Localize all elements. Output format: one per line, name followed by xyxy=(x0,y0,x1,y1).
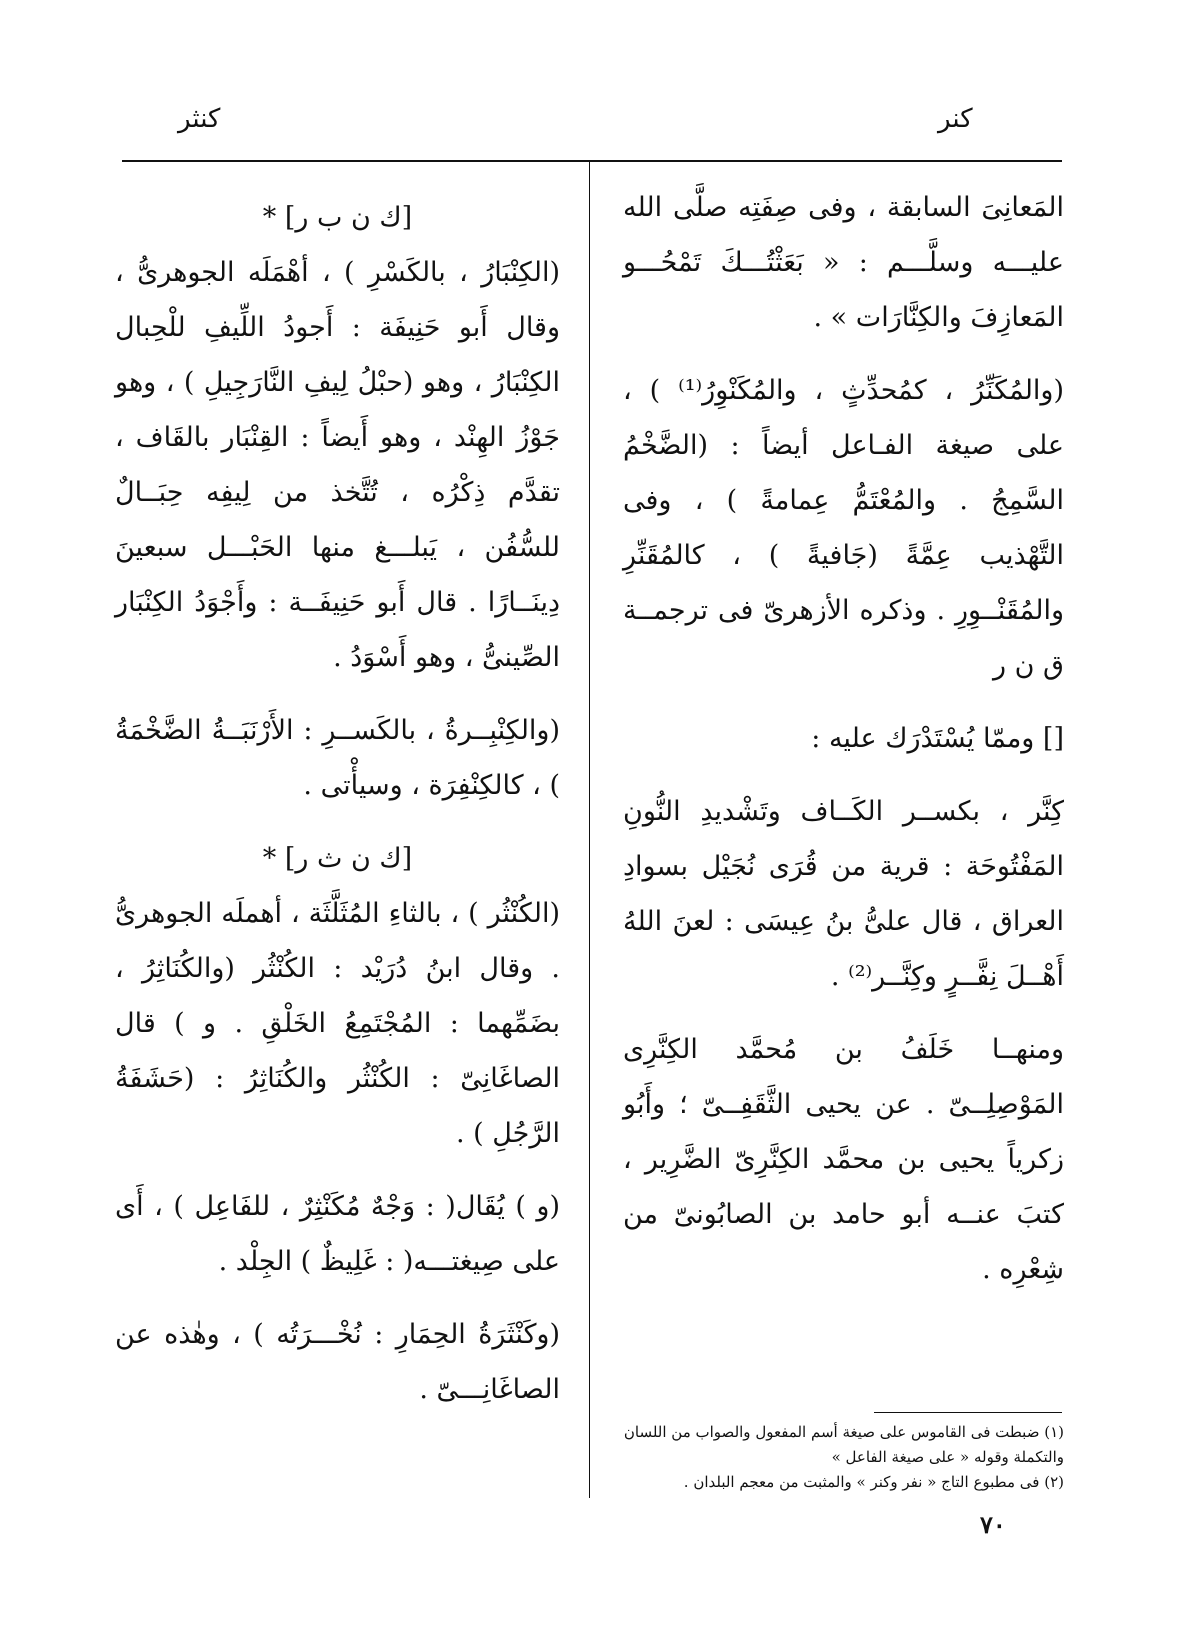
entry-heading: [ك ن ب ر] * xyxy=(262,202,413,233)
paragraph: (الكِنْبَارُ ، بالكَسْرِ ) ، أهْمَلَه الجوهرىُّ ، وقال أَبو حَنِيفَة : أَجودُ اللِّيفِ للْحِبال الكِنْبَارُ ، وهو (حبْلُ لِيفِ النَّارَجِيلِ ) ، وهو جَوْزُ الهِنْد ، وهو أَيضاً : القِنْبَار بالقَاف ، تقدَّم ذِكْرُه ، تُتَّخذ من لِيفِه حِبَــالٌ للسُّفُن ، يَبلـــغ منها الحَبْـــل سبعينَ دِينَــارًا . قال أَبو حَنِيفَــة : وأَجْوَدُ الكِنْبَار الصِّينىُّ ، وهو أَسْوَدُ . xyxy=(115,257,560,673)
paragraph: (والكِنْبِــرةُ ، بالكَســرِ : الأَرْنَبَــةُ الضَّخْمَةُ ) ، كالكِنْفِرَة ، وسيأْتى . xyxy=(115,715,560,801)
running-header-right: كنر xyxy=(938,104,973,134)
paragraph: (الكُنْثُر ) ، بالثاءِ المُثَلَّثَة ، أهملَه الجوهرىُّ . وقال ابنُ دُرَيْد : الكُنْثُر (والكُنَاثِرُ ، بضَمِّهما : المُجْتَمِعُ الخَلْقِ . و ) قال الصاغَانِىّ : الكُنْثُر والكُنَاثِرُ : (حَشَفَةُ الرَّجُلِ ) . xyxy=(115,898,560,1149)
right-column xyxy=(623,180,1064,1297)
running-header-left: كنثر xyxy=(178,104,221,134)
column-divider xyxy=(589,160,590,1498)
left-column xyxy=(115,190,560,1417)
paragraph: (والمُكَنِّرُ ، كمُحدِّثٍ ، والمُكَنْوِرُ⁽¹⁾ ) ، على صيغة الفـاعل أيضاً : (الضَّخْمُ السَّمِجُ . والمُعْتَمُّ عِمامةً ) ، وفى التَّهْذيب عِمَّةً (جَافيةً ) ، كالمُقَنِّرِ والمُقَنْــوِرِ . وذكره الأزهرىّ فى ترجمــة ق ن ر xyxy=(623,375,1064,681)
paragraph: (وكَنْثَرَةُ الحِمَارِ : نُخْـــرَتُه ) ، وهٰذه عن الصاغَانِـــىّ . xyxy=(115,1319,560,1405)
footnote: (١) ضبطت فى القاموس على صيغة أسم المفعول والصواب من اللسان والتكملة وقوله « على صيغة الفاعل » xyxy=(623,1423,1064,1466)
header-rule xyxy=(122,160,1062,162)
footnotes xyxy=(623,1420,1064,1495)
footnote-rule xyxy=(874,1412,1062,1413)
paragraph: ومنهــا خَلَفُ بن مُحمَّد الكِنَّرِى المَوْصِلِــىّ . عن يحيى الثَّقَفِــىّ ؛ وأَبُو زكرياً يحيى بن محمَّد الكِنَّرِىّ الضَّرِير ، كتبَ عنــه أبو حامد بن الصابُونىّ من شِعْرِه . xyxy=(623,1034,1064,1285)
entry-heading: [ك ن ث ر] * xyxy=(262,843,413,874)
paragraph: [] وممّا يُسْتَدْرَك عليه : xyxy=(811,723,1064,754)
footnote: (٢) فى مطبوع التاج « نفر وكنر » والمثبت من معجم البلدان . xyxy=(683,1473,1064,1491)
paragraph: (و ) يُقَال( : وَجْهٌ مُكَنْثِرٌ ، للفَاعِل ) ، أَى على صِيغتـــه( : غَلِيظٌ ) الجِلْد . xyxy=(115,1191,560,1277)
paragraph: المَعانِىَ السابقة ، وفى صِفَتِه صلَّى الله عليـــه وسلَّـــم : « بَعَثْتُـــكَ تَمْحُـــو المَعازِفَ والكِنَّارَات » . xyxy=(623,192,1064,333)
paragraph: كِنَّر ، بكســر الكَــاف وتَشْديدِ النُّونِ المَفْتُوحَة : قرية من قُرَى نُجَيْل بسوادِ العراق ، قال علىُّ بنُ عِيسَى : لعنَ اللهُ أَهْــلَ نِفَّــرٍ وكِنَّــر⁽²⁾ . xyxy=(623,796,1064,992)
page-number: ٧٠ xyxy=(980,1510,1006,1539)
